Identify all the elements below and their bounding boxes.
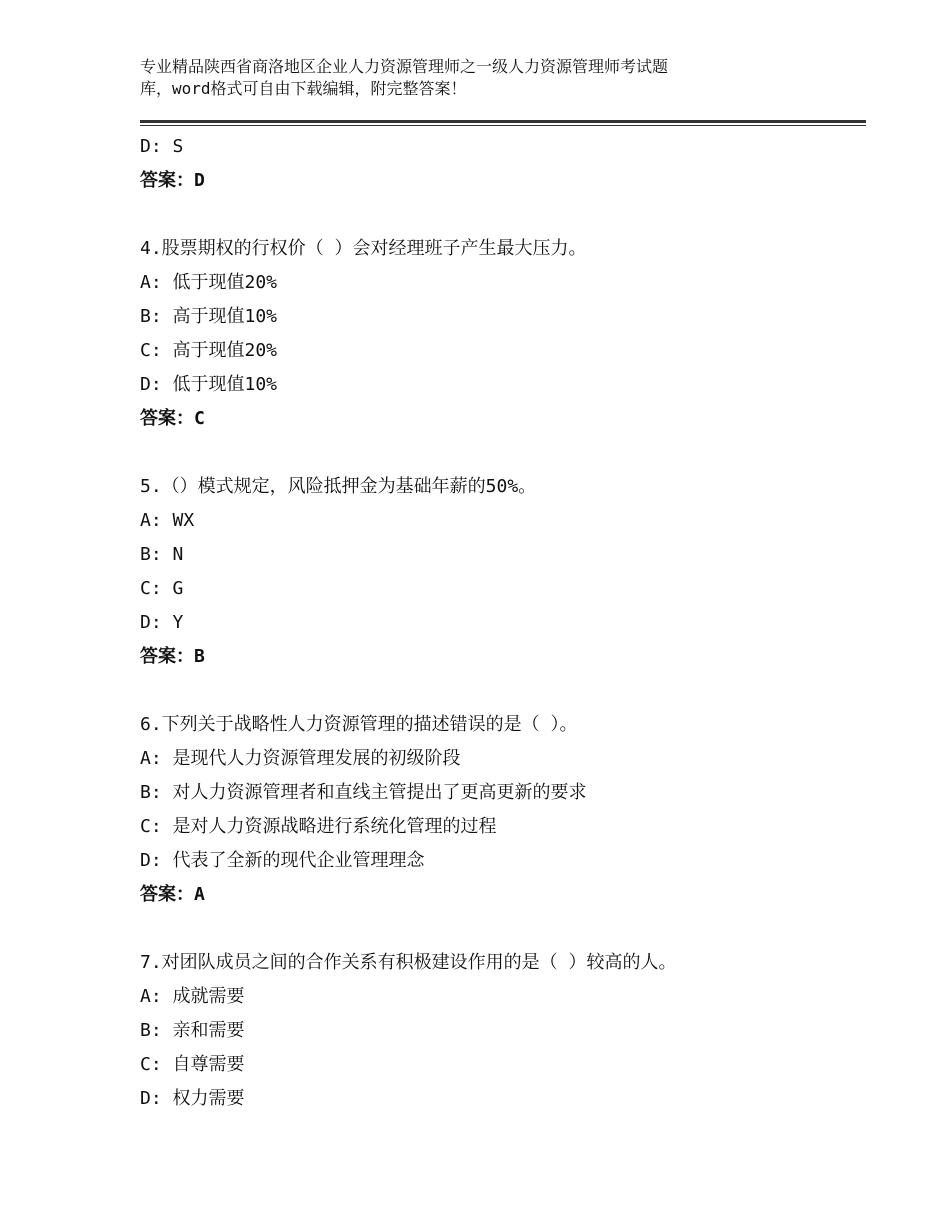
q7-option-b: B: 亲和需要 (140, 1020, 245, 1041)
document-header (140, 56, 780, 100)
q4-option-c: C: 高于现值20% (140, 340, 278, 361)
q5-option-d: D: Y (140, 612, 184, 633)
q3-answer: 答案：D (140, 170, 205, 191)
header-line-2: 库，word格式可自由下载编辑，附完整答案！ (140, 79, 467, 98)
q5-option-c: C: G (140, 578, 184, 599)
spacer (140, 436, 866, 470)
document-body (140, 130, 866, 1116)
q6-option-a: A: 是现代人力资源管理发展的初级阶段 (140, 748, 461, 769)
q5-answer: 答案：B (140, 646, 205, 667)
spacer (140, 912, 866, 946)
q7-option-a: A: 成就需要 (140, 986, 245, 1007)
q7-question: 7.对团队成员之间的合作关系有积极建设作用的是（ ）较高的人。 (140, 952, 677, 973)
q6-option-c: C: 是对人力资源战略进行系统化管理的过程 (140, 816, 497, 837)
q6-answer: 答案：A (140, 884, 205, 905)
q4-option-d: D: 低于现值10% (140, 374, 278, 395)
q7-option-c: C: 自尊需要 (140, 1054, 245, 1075)
header-divider-thick (140, 120, 866, 123)
q6-option-b: B: 对人力资源管理者和直线主管提出了更高更新的要求 (140, 782, 587, 803)
header-divider-thin (140, 125, 866, 126)
spacer (140, 674, 866, 708)
q6-option-d: D: 代表了全新的现代企业管理理念 (140, 850, 425, 871)
q3-option-d: D: S (140, 136, 184, 157)
q6-question: 6.下列关于战略性人力资源管理的描述错误的是（ ）。 (140, 714, 578, 735)
q5-option-a: A: WX (140, 510, 195, 531)
header-line-1: 专业精品陕西省商洛地区企业人力资源管理师之一级人力资源管理师考试题 (140, 57, 669, 76)
q4-question: 4.股票期权的行权价（ ）会对经理班子产生最大压力。 (140, 238, 587, 259)
q7-option-d: D: 权力需要 (140, 1088, 245, 1109)
q4-answer: 答案：C (140, 408, 205, 429)
spacer (140, 198, 866, 232)
q5-question: 5.（）模式规定，风险抵押金为基础年薪的50%。 (140, 476, 537, 497)
q4-option-b: B: 高于现值10% (140, 306, 278, 327)
q5-option-b: B: N (140, 544, 184, 565)
q4-option-a: A: 低于现值20% (140, 272, 278, 293)
